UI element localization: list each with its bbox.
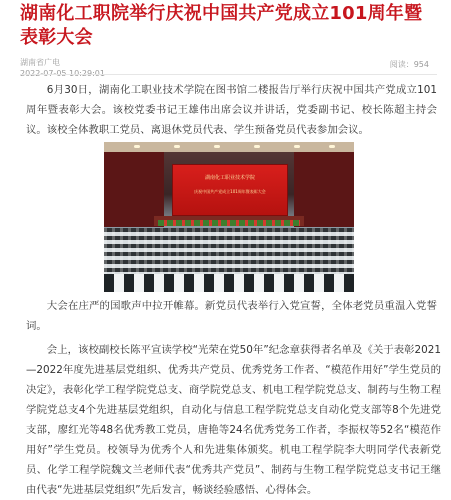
ceiling-light [294,145,300,148]
article-paragraph: 大会在庄严的国歌声中拉开帷幕。新党员代表举行入党宣誓，全体老党员重温入党誓词。 [26,300,437,332]
stage-screen [172,164,288,216]
ceremony-photo [104,142,354,292]
screen-line-2: 庆祝中国共产党成立101周年暨表彰大会 [194,189,266,194]
stage-flowers [158,220,300,226]
article-meta [20,58,437,82]
front-row-audience [104,274,354,292]
ceiling-light [329,145,335,148]
publish-time: 2022-07-05 10:29:01 [20,69,105,78]
ceiling-light [134,145,140,148]
view-count: 阅读：954 [389,60,429,69]
article-paragraph: 会上，该校副校长陈平宣读学校“光荣在党50年”纪念章获得者名单及《关于表彰2021—2022年度先进基层党组织、优秀共产党员、优秀党务工作者、“模范作用好”学生党员的决定》，表彰化学工程学院党总支、商学院党总支、机电工程学院党总支、制药与生物工程学院党总支4个先进基层党组织，自动化与信息工程学院党总支自动化党支部等8个先进党支部，廖红光等48名优秀教工党员，唐艳等24名优秀党务工作者，李振权等52名“模范作用好”学生党员。校领导为优秀个人和先进集体颁奖。机电工程学院李大明同学代表新党员、化学工程学院魏文兰老师代表“优秀共产党员”、制药与生物工程学院党总支书记王继由代表“先进基层党组织”先后发言，畅谈经验感悟、心得体会。 [26,344,441,496]
meta-divider [20,74,437,75]
article-paragraph: 6月30日，湖南化工职业技术学院在图书馆二楼报告厅举行庆祝中国共产党成立101周年暨表彰大会。该校党委书记王雄伟出席会议并讲话，党委副书记、校长陈超主持会议。该校全体教职工党员、离退休党员代表、学生预备党员代表参加会议。 [26,84,437,136]
ceiling-light [174,145,180,148]
ceiling-light [214,145,220,148]
article-title: 湖南化工职院举行庆祝中国共产党成立101周年暨表彰大会 [20,3,423,48]
ceiling-light [254,145,260,148]
audience-seats [104,228,354,292]
photo-ceiling [104,142,354,152]
screen-line-1: 湖南化工职业技术学院 [204,175,255,181]
article-source[interactable]: 湖南省广电 [20,58,60,67]
